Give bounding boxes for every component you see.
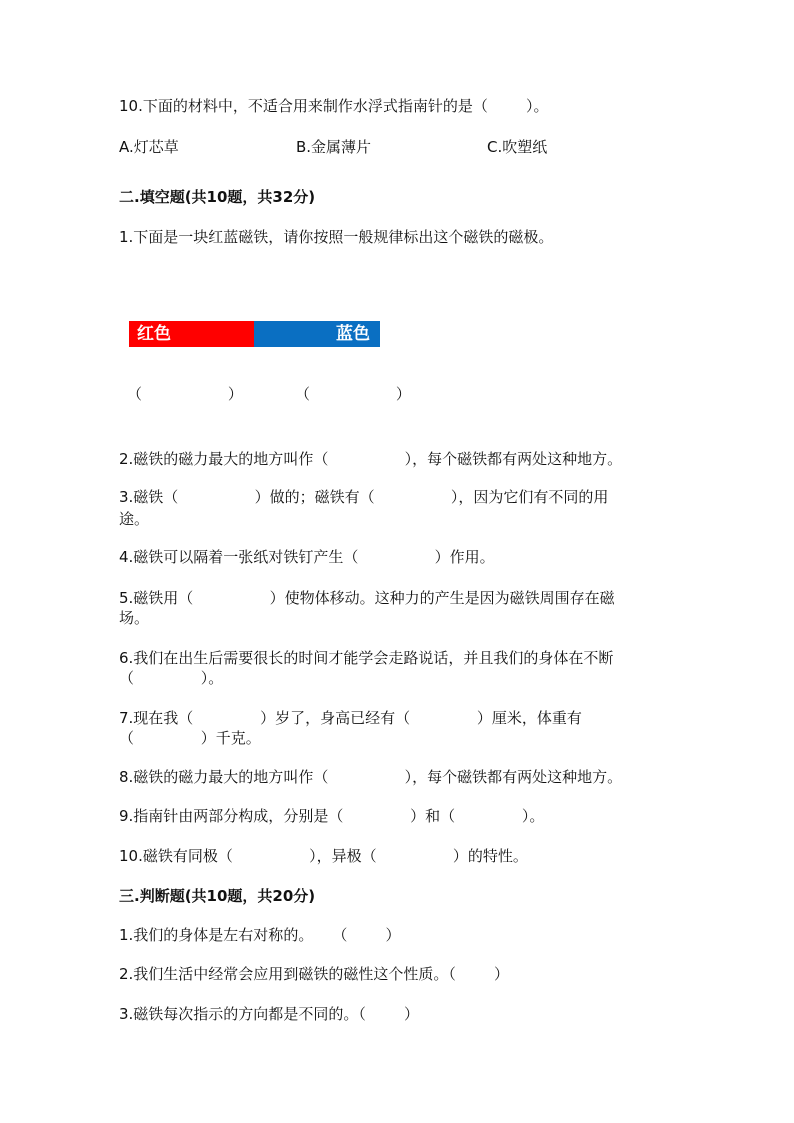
fill-question-9: 9.指南针由两部分构成，分别是（ ）和（ ）。: [119, 807, 545, 825]
magnet-red-half: 红色: [129, 321, 254, 347]
judge-question-2: 2.我们生活中经常会应用到磁铁的磁性这个性质。（ ）: [119, 965, 509, 983]
answer-blank-right: （ ）: [295, 385, 411, 403]
option-b: B.金属薄片: [296, 138, 372, 156]
fill-question-6-line-2: （ ）。: [119, 669, 224, 687]
section-2-heading: 二.填空题(共10题，共32分): [119, 188, 316, 206]
fill-question-7-line-1: 7.现在我（ ）岁了，身高已经有（ ）厘米，体重有: [119, 709, 582, 727]
option-c: C.吹塑纸: [487, 138, 548, 156]
section-3-heading: 三.判断题(共10题，共20分): [119, 887, 316, 905]
fill-question-2: 2.磁铁的磁力最大的地方叫作（ ），每个磁铁都有两处这种地方。: [119, 450, 623, 468]
fill-question-10: 10.磁铁有同极（ ），异极（ ）的特性。: [119, 847, 528, 865]
judge-question-1: 1.我们的身体是左右对称的。 （ ）: [119, 926, 401, 944]
fill-question-8: 8.磁铁的磁力最大的地方叫作（ ），每个磁铁都有两处这种地方。: [119, 768, 623, 786]
magnet-blue-half: 蓝色: [254, 321, 381, 347]
red-blue-magnet: [129, 321, 380, 347]
fill-question-5-line-2: 场。: [119, 609, 150, 627]
fill-question-7-line-2: （ ）千克。: [119, 729, 261, 747]
fill-question-3-line-2: 途。: [119, 510, 150, 528]
option-a: A.灯芯草: [119, 138, 179, 156]
fill-question-6-line-1: 6.我们在出生后需要很长的时间才能学会走路说话，并且我们的身体在不断: [119, 649, 614, 667]
question-10-choice: 10.下面的材料中，不适合用来制作水浮式指南针的是（ ）。: [119, 97, 549, 115]
answer-blank-left: （ ）: [127, 385, 243, 403]
fill-question-5-line-1: 5.磁铁用（ ）使物体移动。这种力的产生是因为磁铁周围存在磁: [119, 589, 615, 607]
judge-question-3: 3.磁铁每次指示的方向都是不同的。（ ）: [119, 1005, 419, 1023]
fill-question-3-line-1: 3.磁铁（ ）做的；磁铁有（ ），因为它们有不同的用: [119, 488, 609, 506]
fill-question-1: 1.下面是一块红蓝磁铁，请你按照一般规律标出这个磁铁的磁极。: [119, 228, 554, 246]
fill-question-4: 4.磁铁可以隔着一张纸对铁钉产生（ ）作用。: [119, 548, 495, 566]
